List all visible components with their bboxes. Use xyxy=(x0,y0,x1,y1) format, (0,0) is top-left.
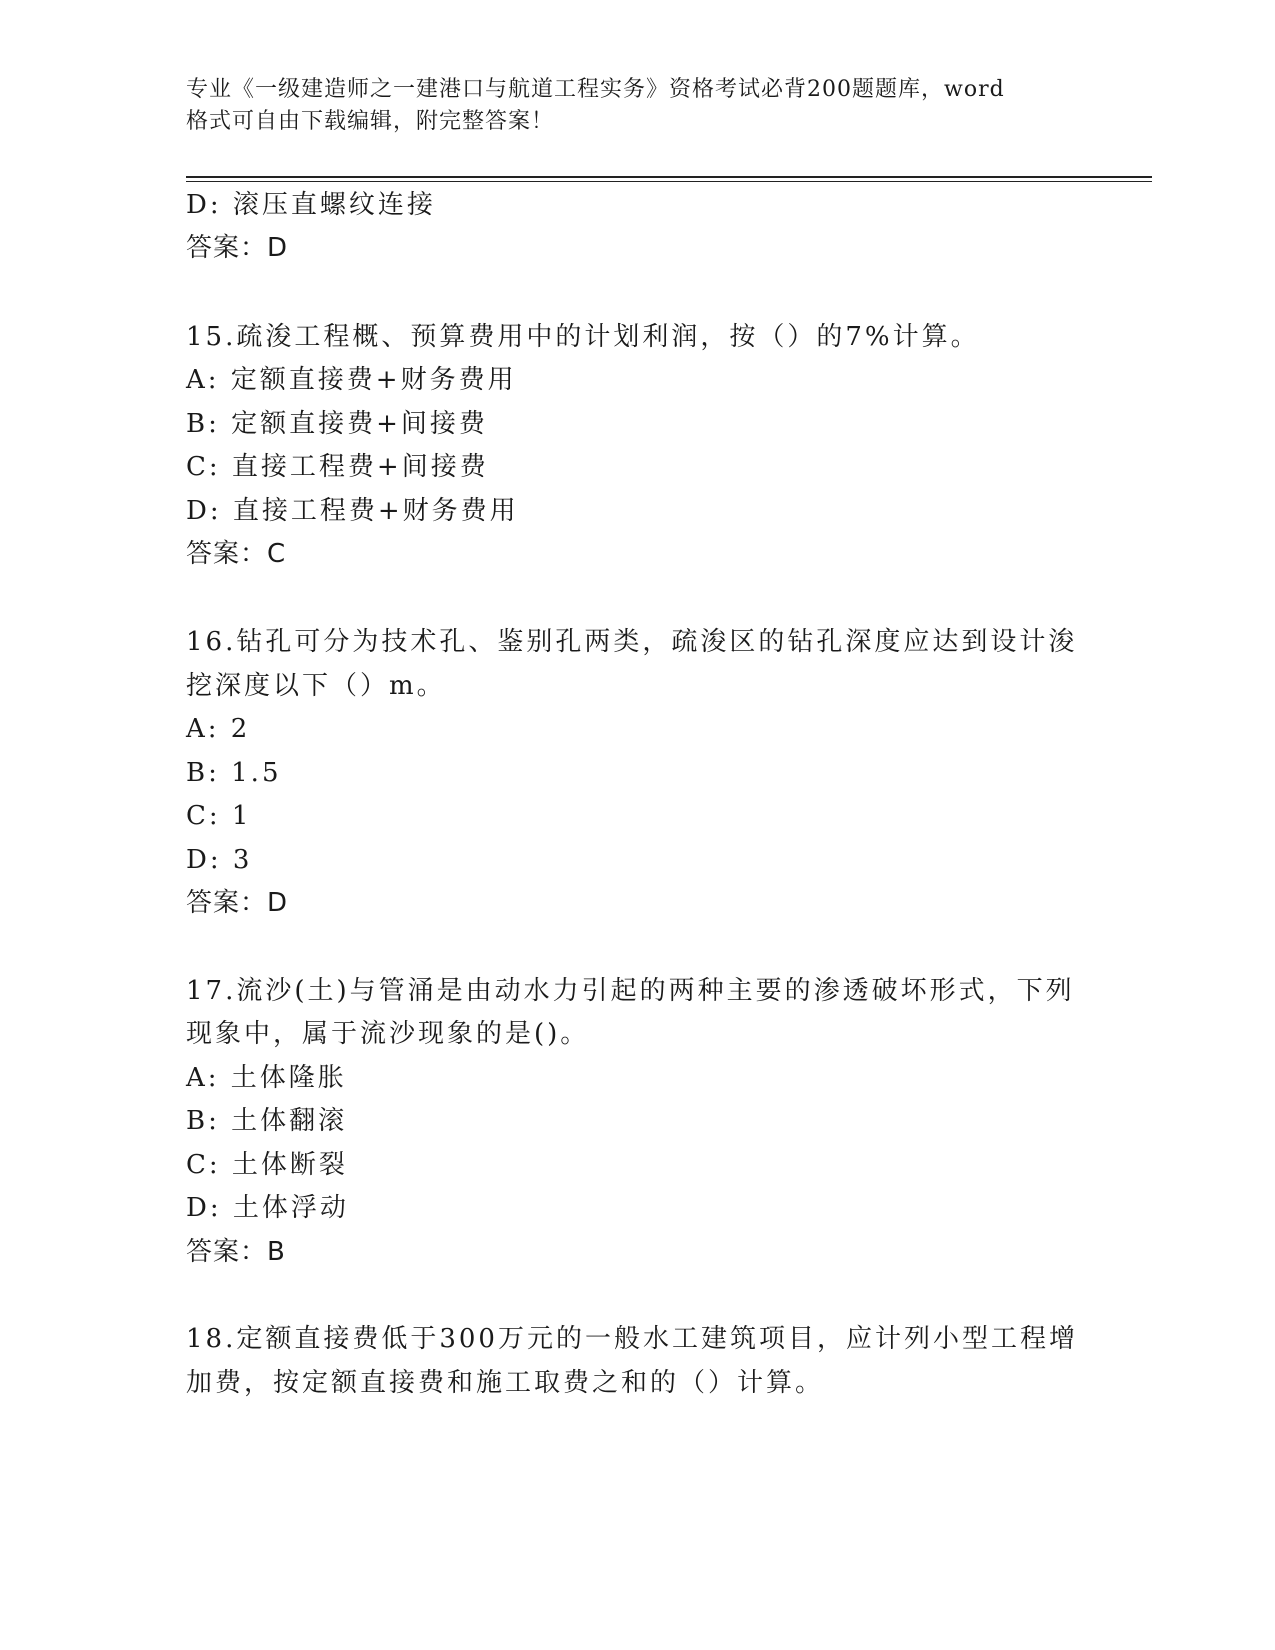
q16-stem-line-1: 16.钻孔可分为技术孔、鉴别孔两类，疏浚区的钻孔深度应达到设计浚 xyxy=(186,627,1078,657)
q17-answer: 答案：B xyxy=(186,1237,286,1267)
header-title-line-2: 格式可自由下载编辑，附完整答案！ xyxy=(186,109,555,134)
q17-stem-line-2: 现象中，属于流沙现象的是()。 xyxy=(186,1019,590,1049)
q17-option-b: B: 土体翻滚 xyxy=(186,1106,348,1136)
header-divider xyxy=(186,176,1152,182)
q15-option-d: D: 直接工程费+财务费用 xyxy=(186,496,519,526)
prev-answer: 答案：D xyxy=(186,233,289,263)
q16-stem-line-2: 挖深度以下（）m。 xyxy=(186,671,446,701)
q16-option-c: C: 1 xyxy=(186,801,252,831)
q15-stem: 15.疏浚工程概、预算费用中的计划利润，按（）的7%计算。 xyxy=(186,322,980,352)
q16-option-a: A: 2 xyxy=(186,714,251,744)
q16-option-d: D: 3 xyxy=(186,845,253,875)
q17-option-c: C: 土体断裂 xyxy=(186,1150,348,1180)
q15-option-c: C: 直接工程费+间接费 xyxy=(186,452,489,482)
q17-stem-line-1: 17.流沙(土)与管涌是由动水力引起的两种主要的渗透破坏形式，下列 xyxy=(186,976,1075,1006)
q17-option-a: A: 土体隆胀 xyxy=(186,1063,347,1093)
q16-option-b: B: 1.5 xyxy=(186,758,282,788)
q18-stem-line-2: 加费，按定额直接费和施工取费之和的（）计算。 xyxy=(186,1368,825,1398)
header-title-line-1: 专业《一级建造师之一建港口与航道工程实务》资格考试必背200题题库，word xyxy=(186,77,1005,102)
q18-stem-line-1: 18.定额直接费低于300万元的一般水工建筑项目，应计列小型工程增 xyxy=(186,1324,1078,1354)
document-header xyxy=(186,74,1086,138)
q16-answer: 答案：D xyxy=(186,888,289,918)
q17-option-d: D: 土体浮动 xyxy=(186,1193,349,1223)
q15-option-b: B: 定额直接费+间接费 xyxy=(186,409,488,439)
q15-answer: 答案：C xyxy=(186,539,287,569)
prev-option-d: D: 滚压直螺纹连接 xyxy=(186,190,436,220)
q15-option-a: A: 定额直接费+财务费用 xyxy=(186,365,517,395)
